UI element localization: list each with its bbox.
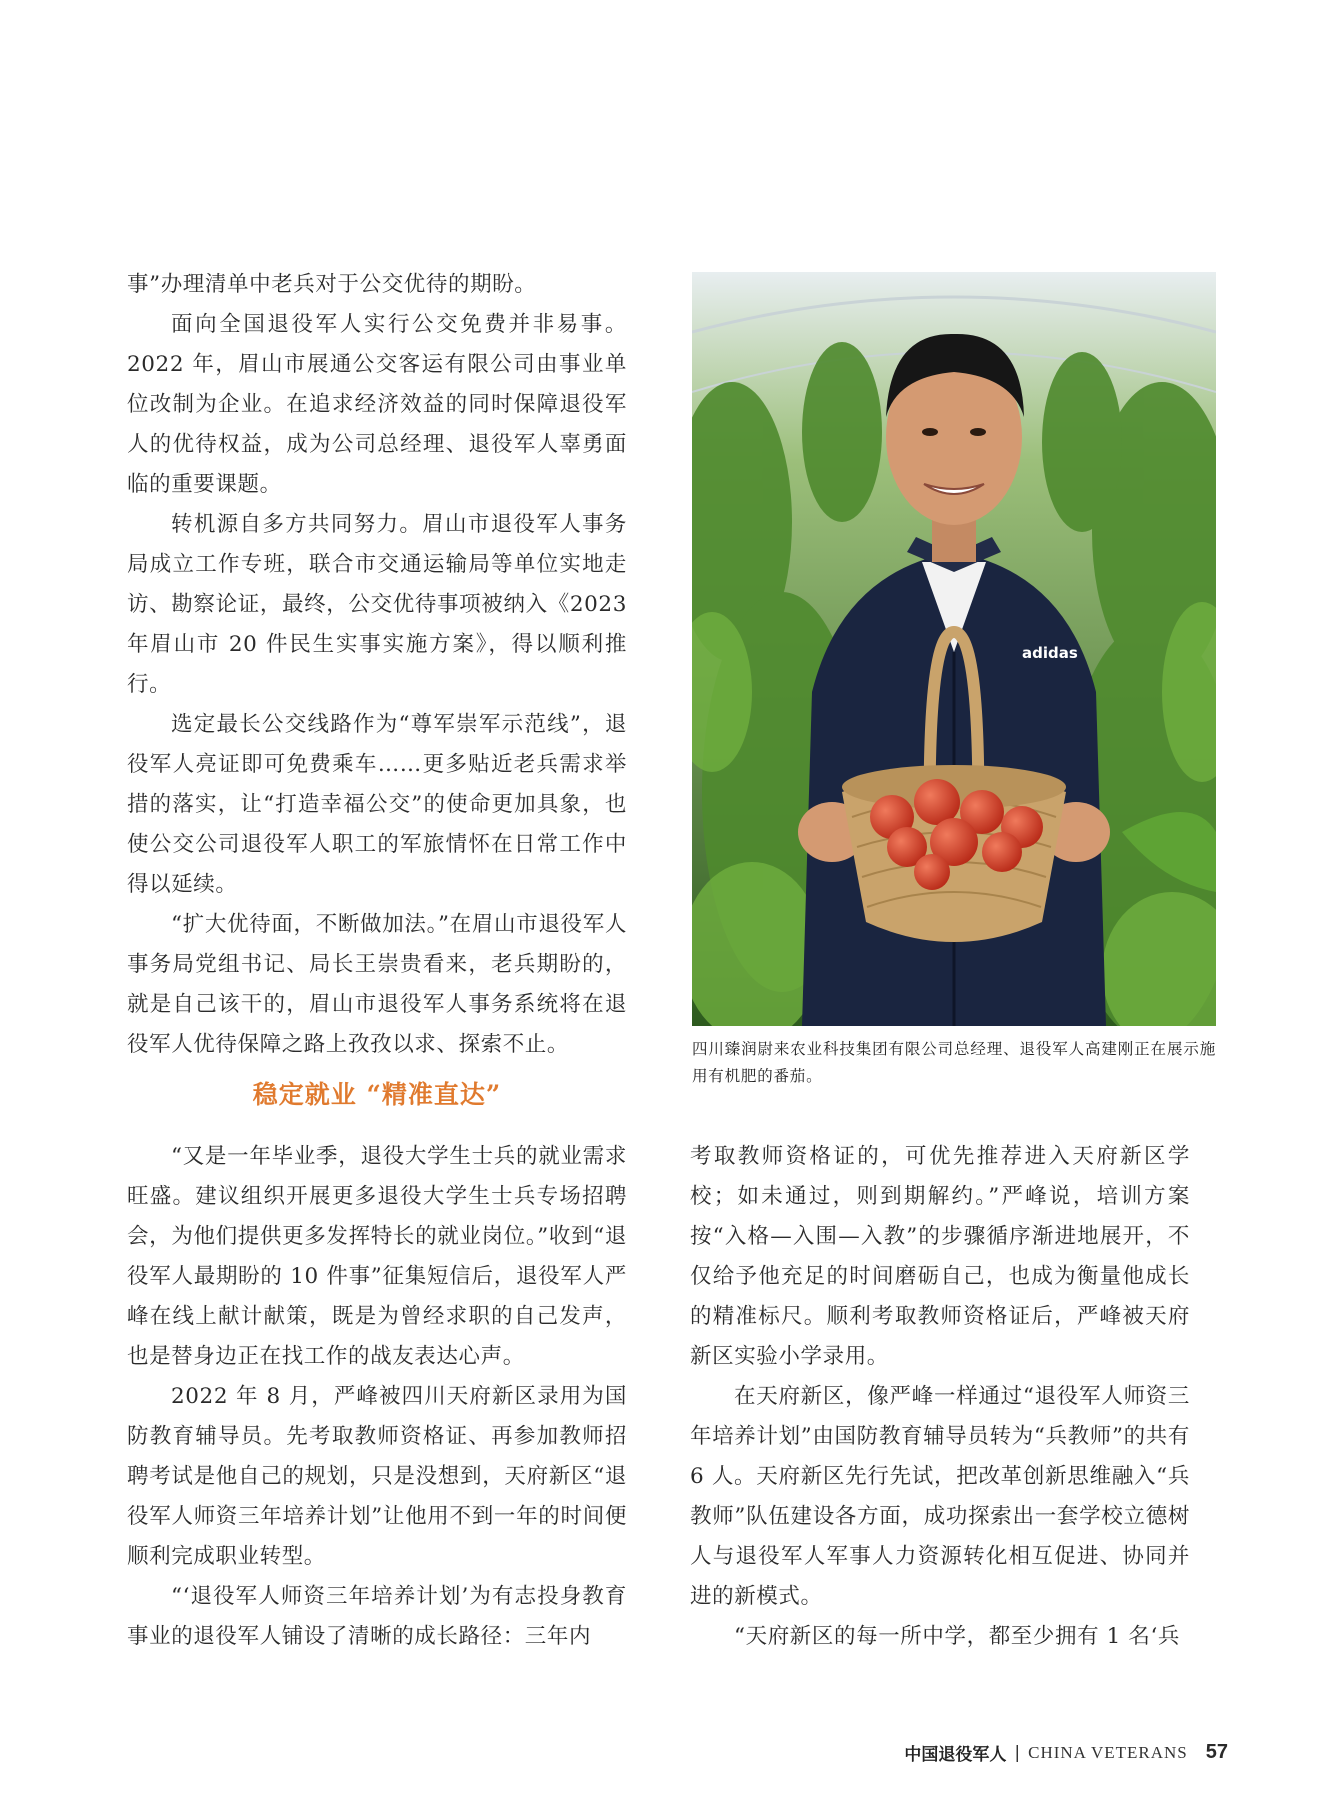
photo-farmer-with-tomatoes bbox=[692, 272, 1216, 1026]
magazine-title: 中国退役军人 bbox=[904, 1745, 1007, 1765]
footer-separator: | bbox=[1014, 1742, 1021, 1763]
jacket-logo-text: adidas bbox=[1022, 644, 1078, 662]
page-number: 57 bbox=[1205, 1741, 1228, 1763]
magazine-title-english: CHINA VETERANS bbox=[1028, 1742, 1188, 1762]
paragraph: 事”办理清单中老兵对于公交优待的期盼。 bbox=[127, 272, 537, 297]
paragraph: 选定最长公交线路作为“尊军崇军示范线”，退役军人亮证即可免费乘车……更多贴近老兵需求举措的落实，让“打造幸福公交”的使命更加具象，也使公交公司退役军人职工的军旅情怀在日常工作中得以延续。 bbox=[127, 712, 627, 897]
paragraph: “‘退役军人师资三年培养计划’为有志投身教育事业的退役军人铺设了清晰的成长路径：三年内 bbox=[127, 1584, 627, 1649]
paragraph: 转机源自多方共同努力。眉山市退役军人事务局成立工作专班，联合市交通运输局等单位实地走访、勘察论证，最终，公交优待事项被纳入《2023 年眉山市 20 件民生实事实施方案》，得以顺利推行。 bbox=[127, 512, 627, 697]
article-column-right-bottom bbox=[690, 1137, 1190, 1657]
paragraph: 2022 年 8 月，严峰被四川天府新区录用为国防教育辅导员。先考取教师资格证、再参加教师招聘考试是他自己的规划，只是没想到，天府新区“退役军人师资三年培养计划”让他用不到一年的时间便顺利完成职业转型。 bbox=[127, 1384, 627, 1569]
paragraph: “扩大优待面，不断做加法。”在眉山市退役军人事务局党组书记、局长王崇贵看来，老兵期盼的，就是自己该干的，眉山市退役军人事务系统将在退役军人优待保障之路上孜孜以求、探索不止。 bbox=[127, 912, 627, 1057]
article-column-left-top bbox=[127, 265, 627, 1065]
paragraph: “又是一年毕业季，退役大学生士兵的就业需求旺盛。建议组织开展更多退役大学生士兵专场招聘会，为他们提供更多发挥特长的就业岗位。”收到“退役军人最期盼的 10 件事”征集短信后，退役军人严峰在线上献计献策，既是为曾经求职的自己发声，也是替身边正在找工作的战友表达心声。 bbox=[127, 1144, 627, 1369]
photo-caption: 四川臻润尉来农业科技集团有限公司总经理、退役军人高建刚正在展示施用有机肥的番茄。 bbox=[692, 1040, 1216, 1085]
section-heading: 稳定就业 “精准直达” bbox=[252, 1080, 502, 1109]
paragraph: 在天府新区，像严峰一样通过“退役军人师资三年培养计划”由国防教育辅导员转为“兵教师”的共有 6 人。天府新区先行先试，把改革创新思维融入“兵教师”队伍建设各方面，成功探索出一套学校立德树人与退役军人军事人力资源转化相互促进、协同并进的新模式。 bbox=[690, 1384, 1190, 1609]
article-column-left-bottom bbox=[127, 1137, 627, 1657]
paragraph: “天府新区的每一所中学，都至少拥有 1 名‘兵 bbox=[734, 1624, 1180, 1649]
page-footer bbox=[904, 1740, 1228, 1765]
paragraph: 考取教师资格证的，可优先推荐进入天府新区学校；如未通过，则到期解约。”严峰说，培训方案按“入格—入围—入教”的步骤循序渐进地展开，不仅给予他充足的时间磨砺自己，也成为衡量他成长的精准标尺。顺利考取教师资格证后，严峰被天府新区实验小学录用。 bbox=[690, 1144, 1190, 1369]
paragraph: 面向全国退役军人实行公交免费并非易事。2022 年，眉山市展通公交客运有限公司由事业单位改制为企业。在追求经济效益的同时保障退役军人的优待权益，成为公司总经理、退役军人辜勇面临的重要课题。 bbox=[127, 312, 627, 497]
